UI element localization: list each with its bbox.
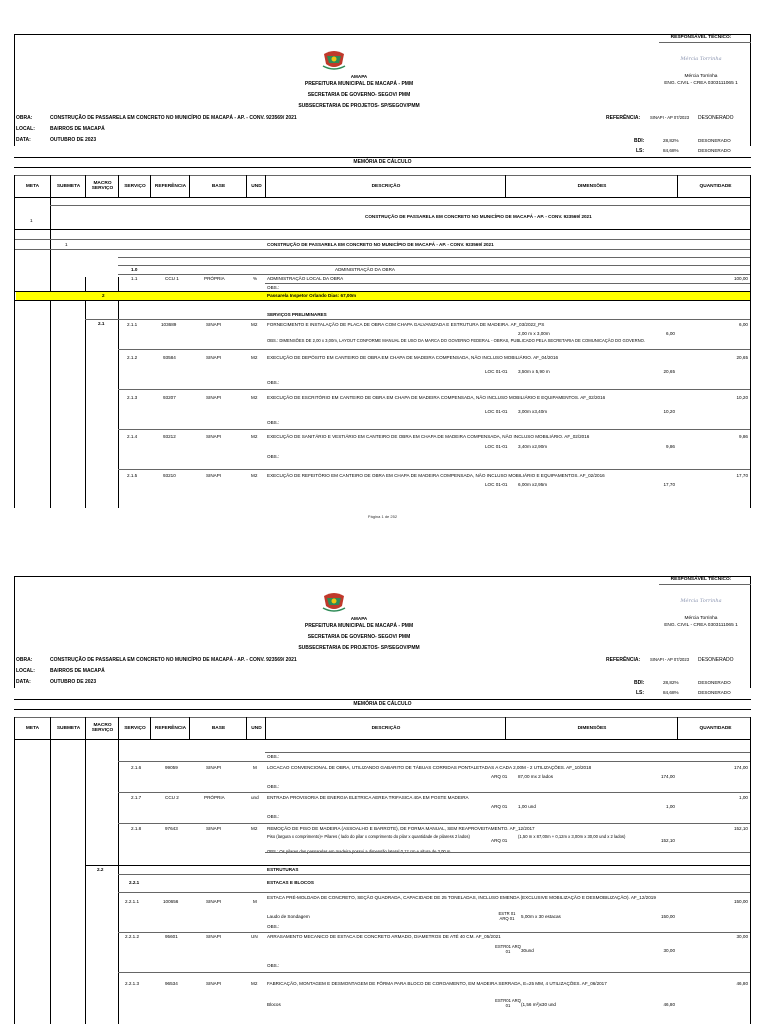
bdi-type: DESONERADO [698,138,731,143]
item-2-1-6-ref: 99059 [165,765,178,770]
ls-type: DESONERADO [698,148,731,153]
ls-value-2: 84,68% [663,690,679,695]
item-2-1-3-und: M2 [251,395,258,400]
item-2-1-1-obs: OBS.: DIMENSÕES DE 2,00 x 3,00m, LAYOUT CONFORME MANUAL DE USO DA MARCA DO GOVERNO FEDERAL - OBRAS, PUBLICADO PELA SECRETARIA DE COMUNICAÇÃO DO GOVERNO. [267,338,646,343]
group-2-2 [15,865,750,874]
item-1-1-qty: 100,00 [733,276,748,281]
item-2-1-6-base: SINAPI [206,765,222,770]
referencia-label: REFERÊNCIA: [606,115,641,121]
item-2-1-2-ref: 93584 [163,355,176,360]
item-2-2-1-3-sub: 46,80 [663,1002,675,1007]
item-2-1-2-base: SINAPI [206,355,222,360]
item-2-2-1-1-obs: OBS.: [267,924,280,929]
ls-type-2: DESONERADO [698,690,731,695]
item-2-2-1-3 [15,972,750,1012]
item-2-1-8-loc: ARQ 01 [491,838,508,843]
responsavel-name: Mércia Torrinha [684,74,718,79]
col-descricao: DESCRIÇÃO [265,175,506,197]
col-macro: MACRO SERVIÇO [85,175,119,197]
org-line-2-2: SECRETARIA DE GOVERNO- SEGOV/ PMM [307,634,411,640]
item-2-1-2-desc: EXECUÇÃO DE DEPÓSITO EM CANTEIRO DE OBRA EM CHAPA DE MADEIRA COMPENSADA, NÃO INCLUSO MOBILIÁRIO. AF_04/2016 [267,355,559,360]
item-2-2-1-2 [15,932,750,972]
item-2-1-5-ref: 93210 [163,473,176,478]
meta-number: 1 [30,218,33,223]
item-2-1-4-ref: 93212 [163,434,176,439]
item-2-1-2 [15,349,750,389]
item-2-2-1-3-base: SINAPI [206,981,222,986]
submeta-row [15,239,750,249]
item-2-1-5-base: SINAPI [206,473,222,478]
item-2-2-1-1-note: Laudo de Sondagem [267,914,310,919]
col-descricao-2: DESCRIÇÃO [265,717,506,739]
data-value: OUTUBRO DE 2023 [50,137,97,143]
item-2-1-5-sub: 17,70 [663,482,675,487]
item-2-1-2-dim: 3,50m x 5,90 m [518,369,550,374]
item-2-1-1-qty: 6,00 [739,322,748,327]
item-2-1-5-desc: EXECUÇÃO DE REFEITÓRIO EM CANTEIRO DE OBRA EM CHAPA DE MADEIRA COMPENSADA, NÃO INCLUSO MOBILIÁRIO E EQUIPAMENTOS. AF_02/2016 [267,473,605,478]
item-2-1-5-dim: 6,00m x2,95m [518,482,548,487]
item-2-1-3-base: SINAPI [206,395,222,400]
item-2-1-8-sub: 152,10 [660,838,675,843]
col-dimensoes: DIMENSÕES [505,175,678,197]
obs-1-1: OBS.: [267,285,280,290]
group-2-2-1-title: ESTACAS E BLOCOS [267,880,314,885]
item-2-1-5-und: M2 [251,473,258,478]
item-2-1-4-loc: LOC 01-01 [485,444,508,449]
column-header-row [14,175,751,197]
col-meta-2: META [25,725,40,731]
item-2-2-1-2-dim: 30und [521,948,534,953]
item-2-1-8-qty: 152,10 [733,826,748,831]
referencia-value-2: SINAPI - AP 07/2023 [650,657,690,662]
obra-value-2: CONSTRUÇÃO DE PASSARELA EM CONCRETO NO MUNICÍPIO DE MACAPÁ - AP. - CONV. 923569/ 2021 [50,657,297,663]
table-body [14,197,751,508]
item-2-1-5-qty: 17,70 [736,473,748,478]
page-1 [14,34,751,519]
group-1-0-title: ADMINISTRAÇÃO DA OBRA [335,267,395,272]
item-2-2-1-1-sub: 150,00 [660,914,675,919]
item-2-1-8-dim: (1,50 m x 87,00m + 0,12m x 3,00m x 30,00 und x 2 lados) [518,834,626,839]
item-2-1-1-ref: 103689 [161,322,177,327]
item-2-1-4-qty: 9,86 [739,434,748,439]
item-2-2-1-3-note: Blocos [267,1002,281,1007]
responsavel-label-2: RESPONSÁVEL TÉCNICO: [670,577,732,582]
local-label-2: LOCAL: [16,668,35,674]
item-1-1-servico: 1.1 [131,276,138,281]
obs-top: OBS.: [267,754,280,759]
signature: Mércia Torrinha [680,56,722,62]
col-base-2: BASE [189,717,247,739]
item-2-2-1-3-desc: FABRICAÇÃO, MONTAGEM E DESMONTAGEM DE FÔRMA PARA BLOCO DE COROAMENTO, EM MADEIRA SERRADA, E=25 MM, 4 UTILIZAÇÕES. AF_06/2017 [267,981,607,986]
col-macro-2: MACRO SERVIÇO [85,717,119,739]
referencia-type-2: DESONERADO [698,657,734,663]
item-1-1-desc: ADMINISTRAÇÃO LOCAL DA OBRA [267,276,344,281]
item-2-1-1-base: SINAPI [206,322,222,327]
item-1-1-und: % [253,276,258,281]
group-2-2-1 [15,874,750,892]
item-2-1-5-servico: 2.1.5 [127,473,138,478]
item-2-1-6-loc: ARQ 01 [491,774,508,779]
group-1-0-number: 1.0 [131,267,138,272]
item-2-1-7-servico: 2.1.7 [131,795,142,800]
item-2-2-1-3-dim: (1,56 m²)x30 und [521,1002,556,1007]
item-2-1-4-servico: 2.1.4 [127,434,138,439]
item-2-2-1-1-qty: 150,00 [733,899,748,904]
item-2-1-3 [15,389,750,429]
item-2-1-7-loc: ARQ 01 [491,804,508,809]
local-value: BAIRROS DE MACAPÁ [50,126,105,132]
data-label-2: DATA: [16,679,31,685]
item-2-1-3-servico: 2.1.3 [127,395,138,400]
macro-2-number: 2 [102,293,105,298]
submeta-title: CONSTRUÇÃO DE PASSARELA EM CONCRETO NO MUNICÍPIO DE MACAPÁ - AP. - CONV. 923569/ 2021 [267,242,494,247]
bdi-type-2: DESONERADO [698,680,731,685]
item-2-1-8-obs: OBS.: Os pilares das passarelas em madeira possui a dimensão lateral 0,12 cm e altura de 3,00 m [267,849,451,854]
item-2-1-4 [15,429,750,469]
page-2 [14,576,751,1024]
item-2-1-6-dim: 87,00 mx 2 lados [518,774,553,779]
item-2-1-1-desc: FORNECIMENTO E INSTALAÇÃO DE PLACA DE OBRA COM CHAPA GALVANIZADA E ESTRUTURA DE MADEIRA. AF_03/2022_PS [267,322,545,327]
amapa-logo-icon-2 [321,590,347,614]
item-2-1-7-base: PRÓPRIA [204,795,225,800]
group-2-1-title: SERVIÇOS PRELIMINARES [267,312,327,317]
item-1-1-base: PRÓPRIA [204,276,225,281]
item-2-1-2-servico: 2.1.2 [127,355,138,360]
header-box-2 [14,576,751,688]
referencia-label-2: REFERÊNCIA: [606,657,641,663]
item-2-1-2-qty: 20,65 [736,355,748,360]
obra-label: OBRA: [16,115,33,121]
item-2-1-6-desc: LOCACAO CONVENCIONAL DE OBRA, UTILIZANDO GABARITO DE TÁBUAS CORRIDAS PONTALETADAS A CADA 2,00M - 2 UTILIZAÇÕES. AF_10/2018 [267,765,592,770]
col-servico-2: SERVIÇO [118,717,151,739]
bdi-label: BDI: [634,138,645,144]
item-2-1-6-obs: OBS.: [267,784,280,789]
item-2-1-7-desc: ENTRADA PROVISORIA DE ENERGIA ELETRICA AEREA TRIFASICA 40A EM POSTE MADEIRA [267,795,469,800]
data-value-2: OUTUBRO DE 2023 [50,679,97,685]
org-line-1-2: PREFEITURA MUNICIPAL DE MACAPÁ - PMM [304,623,414,629]
item-2-1-3-desc: EXECUÇÃO DE ESCRITÓRIO EM CANTEIRO DE OBRA EM CHAPA DE MADEIRA COMPENSADA, NÃO INCLUSO MOBILIÁRIO E EQUIPAMENTOS. AF_02/2016 [267,395,606,400]
item-2-1-4-sub: 9,86 [666,444,675,449]
item-2-1-1-servico: 2.1.1 [127,322,138,327]
item-2-1-6-und: M [253,765,257,770]
item-2-1-7-ref: CCU 2 [165,795,179,800]
ls-label-2: LS: [636,690,645,696]
org-line-1: PREFEITURA MUNICIPAL DE MACAPÁ - PMM [304,81,414,87]
item-2-1-7-dim: 1,00 und [518,804,536,809]
col-referencia: REFERÊNCIA [150,175,190,197]
data-label: DATA: [16,137,31,143]
col-quantidade: QUANTIDADE [677,175,753,197]
group-2-1-number: 2.1 [98,321,105,326]
col-referencia-2: REFERÊNCIA [150,717,190,739]
item-2-2-1-2-obs: OBS.: [267,963,280,968]
item-2-1-3-ref: 93207 [163,395,176,400]
bdi-value: 28,82% [663,138,679,143]
responsavel-credential: ENG. CIVIL - CREA 0303111065 1 [664,81,738,86]
item-2-2-1-2-und: UN [251,934,258,939]
item-2-2-1-3-qty: 46,80 [736,981,748,986]
table-body-2 [14,739,751,1024]
col-submeta-2: SUBMETA [50,717,86,739]
item-2-1-2-loc: LOC 01-01 [485,369,508,374]
col-servico: SERVIÇO [118,175,151,197]
item-2-2-1-3-ref: 96534 [165,981,178,986]
group-2-2-title: ESTRUTURAS [267,867,299,872]
bdi-value-2: 28,82% [663,680,679,685]
item-2-1-7 [15,792,750,823]
item-2-2-1-1-loc: ESTR 01 ARQ 01 [498,911,516,921]
referencia-value: SINAPI - AP 07/2023 [650,115,690,120]
item-2-1-1-sub: 6,00 [666,331,675,336]
item-1-1 [15,274,750,283]
submeta-number: 1 [65,242,68,247]
col-und: UND [246,175,266,197]
item-2-1-4-desc: EXECUÇÃO DE SANITÁRIO E VESTIÁRIO EM CANTEIRO DE OBRA EM CHAPA DE MADEIRA COMPENSADA, NÃO INCLUSO MOBILIÁRIO. AF_02/2016 [267,434,590,439]
col-und-2: UND [246,717,266,739]
item-2-2-1-3-und: M2 [251,981,258,986]
page-number: Página 1 de 252 [367,514,398,519]
item-2-1-2-und: M2 [251,355,258,360]
responsavel-credential-2: ENG. CIVIL - CREA 0303111065 1 [664,623,738,628]
item-2-1-3-qty: 10,20 [736,395,748,400]
logo-text: AMAPA [350,74,368,79]
macro-2-title: Passarela Inspetor Orlando Dias: 67,00m [267,293,357,298]
item-2-2-1-1-desc: ESTACA PRÉ-MOLDADA DE CONCRETO, SEÇÃO QUADRADA, CAPACIDADE DE 25 TONELADAS, INCLUSO EMENDA (EXCLUSIVE MOBILIZAÇÃO E DESMOBILIZAÇÃO). AF_12/2019 [267,895,656,900]
item-2-1-4-und: M2 [251,434,258,439]
item-2-1-6-sub: 174,00 [660,774,675,779]
col-base: BASE [189,175,247,197]
item-2-2-1-2-loc: ESTR01 ARQ 01 [495,944,521,954]
item-2-2-1-3-servico: 2.2.1.3 [125,981,140,986]
item-2-1-1-dim: 2,00 m x 3,00m [518,331,550,336]
item-2-1-1-und: M2 [251,322,258,327]
ls-value: 84,68% [663,148,679,153]
group-2-2-1-number: 2.2.1 [129,880,140,885]
item-2-1-7-und: und [251,795,259,800]
bdi-label-2: BDI: [634,680,645,686]
item-2-1-6-qty: 174,00 [733,765,748,770]
item-2-2-1-2-desc: ARRASAMENTO MECANICO DE ESTACA DE CONCRETO ARMADO, DIAMETROS DE ATÉ 40 CM. AF_05/2021 [267,934,501,939]
item-2-2-1-1 [15,892,750,932]
responsavel-name-2: Mércia Torrinha [684,616,718,621]
local-value-2: BAIRROS DE MACAPÁ [50,668,105,674]
responsavel-label: RESPONSÁVEL TÉCNICO: [670,35,732,40]
item-2-1-3-dim: 3,00m x3,40m [518,409,548,414]
group-1-0 [15,265,750,274]
col-quantidade-2: QUANTIDADE [677,717,753,739]
item-2-2-1-2-qty: 30,00 [736,934,748,939]
item-2-1-7-qty: 1,00 [739,795,748,800]
item-2-1-3-loc: LOC 01-01 [485,409,508,414]
amapa-logo-icon [321,48,347,72]
logo-text-2: AMAPA [350,616,368,621]
item-2-2-1-2-base: SINAPI [206,934,222,939]
item-2-2-1-1-servico: 2.2.1.1 [125,899,140,904]
memoria-title: MEMÓRIA DE CÁLCULO [353,159,412,165]
item-2-1-8-base: SINAPI [206,826,222,831]
item-2-1-2-obs: OBS.: [267,380,280,385]
item-2-1-7-sub: 1,00 [666,804,675,809]
col-submeta: SUBMETA [50,175,86,197]
item-2-2-1-2-ref: 95601 [165,934,178,939]
column-header-row-2 [14,717,751,739]
local-label: LOCAL: [16,126,35,132]
item-2-1-4-obs: OBS.: [267,454,280,459]
item-2-1-4-dim: 3,40m x2,90m [518,444,548,449]
item-2-1-8-ref: 97643 [165,826,178,831]
item-2-2-1-1-und: M [253,899,257,904]
referencia-type: DESONERADO [698,115,734,121]
meta-row [15,205,750,229]
item-1-1-ref: CCU 1 [165,276,179,281]
item-2-1-2-sub: 20,65 [663,369,675,374]
item-2-2-1-1-dim: 5,00m x 30 estacas [521,914,561,919]
item-2-2-1-1-base: SINAPI [206,899,222,904]
item-2-2-1-1-ref: 100656 [163,899,179,904]
group-2-2-number: 2.2 [97,867,104,872]
ls-label: LS: [636,148,645,154]
memoria-title-2: MEMÓRIA DE CÁLCULO [353,701,412,707]
item-2-1-3-sub: 10,20 [663,409,675,414]
item-2-1-8-und: M2 [251,826,258,831]
col-dimensoes-2: DIMENSÕES [505,717,678,739]
item-2-1-5 [15,469,750,508]
col-meta: META [25,183,40,189]
item-2-2-1-2-sub: 30,00 [663,948,675,953]
item-2-2-1-3-loc: ESTR01 ARQ 01 [495,998,521,1008]
item-2-1-4-base: SINAPI [206,434,222,439]
item-2-1-3-obs: OBS.: [267,420,280,425]
obra-value: CONSTRUÇÃO DE PASSARELA EM CONCRETO NO MUNICÍPIO DE MACAPÁ - AP. - CONV. 923569/ 2021 [50,115,297,121]
macro-row-2 [16,291,750,300]
org-line-3: SUBSECRETARIA DE PROJETOS- SP/SEGOV/PMM [298,103,420,109]
signature-2: Mércia Torrinha [680,598,722,604]
item-2-1-8-servico: 2.1.8 [131,826,142,831]
item-2-1-6-servico: 2.1.6 [131,765,142,770]
item-2-2-1-2-servico: 2.2.1.2 [125,934,140,939]
org-line-3-2: SUBSECRETARIA DE PROJETOS- SP/SEGOV/PMM [298,645,420,651]
item-2-1-6 [15,761,750,792]
item-2-1-7-obs: OBS.: [267,814,280,819]
header-box [14,34,751,146]
item-2-1-8-note: Piso (largura x comprimento)+ Pilares ( lado do pilar x comprimento do pilar x quantidade de pilaress 2 lados) [267,834,470,839]
item-2-1-5-loc: LOC 01-01 [485,482,508,487]
meta-title: CONSTRUÇÃO DE PASSARELA EM CONCRETO NO MUNICÍPIO DE MACAPÁ - AP. - CONV. 923569/ 2021 [365,214,592,219]
obra-label-2: OBRA: [16,657,33,663]
item-2-1-1 [15,319,750,349]
item-2-1-8-desc: REMOÇÃO DE PISO DE MADEIRA (ASSOALHO E BARROTE), DE FORMA MANUAL, SEM REAPROVEITAMENTO. AF_12/2017 [267,826,535,831]
org-line-2: SECRETARIA DE GOVERNO- SEGOV/ PMM [307,92,411,98]
item-2-1-8 [15,823,750,865]
